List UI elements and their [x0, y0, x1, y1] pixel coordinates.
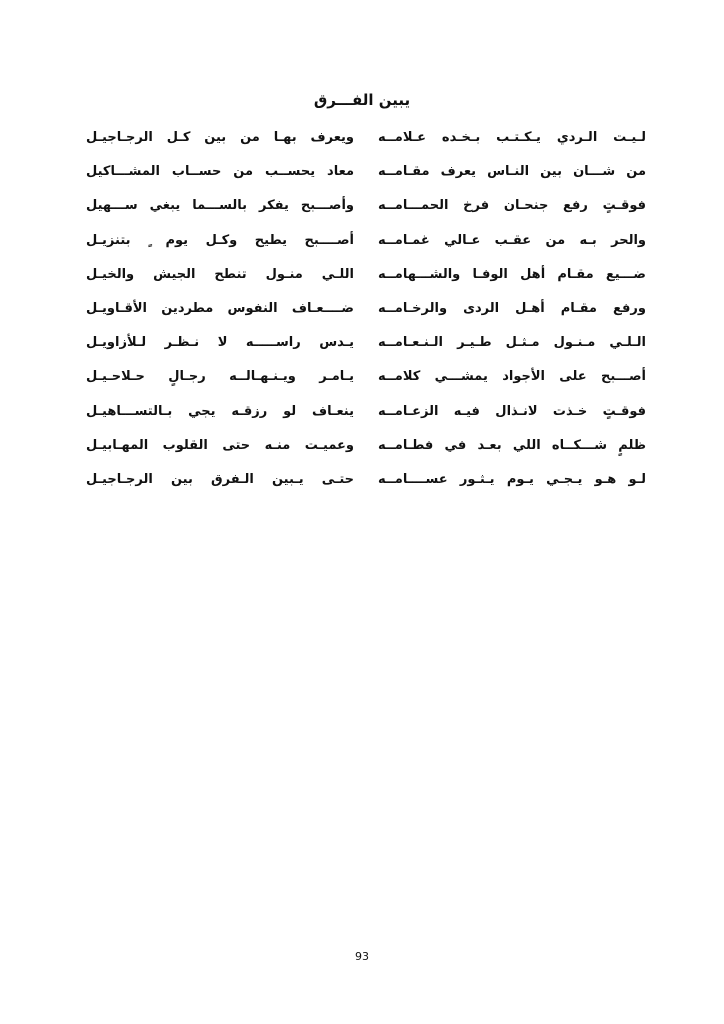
second-hemistich: معاد يحســب من حســاب المشـــاكيل: [86, 164, 354, 180]
first-hemistich: ورفع مقـام أهـل الردى والرخـامــه: [378, 301, 646, 317]
first-hemistich: ضـــيع مقـام أهل الوفـا والشـــهامــه: [378, 266, 646, 282]
poem-verse: [86, 395, 646, 429]
poem-verse: [86, 360, 646, 394]
poem-verse: [86, 292, 646, 326]
second-hemistich: وعميـت منـه حتى القلوب المهـابيـل: [86, 437, 354, 453]
first-hemistich: أصـــبح على الأجواد يمشـــي كلامــه: [378, 369, 646, 385]
second-hemistich: ضــــعـاف النفوس مطردين الأقـاويـل: [86, 301, 354, 317]
second-hemistich: ينعـاف لو رزقـه يجي بـالتســـاهيـل: [86, 403, 354, 419]
first-hemistich: من شـــان بين النـاس يعرف مقـامــه: [378, 164, 646, 180]
second-hemistich: ويعرف بهـا من بين كـل الرجـاجيـل: [86, 130, 354, 146]
poem-verse: [86, 224, 646, 258]
second-hemistich: وأصـــبح يفكر بالســـما يبغي ســـهيل: [86, 198, 354, 214]
poem-verse: [86, 326, 646, 360]
first-hemistich: لـو هـو يـجـي يـوم يـثـور عســــامــه: [378, 471, 646, 487]
poem-verse: [86, 429, 646, 463]
first-hemistich: فوقـتٍ خـذت لانـذال فيـه الزعـامــه: [378, 403, 646, 419]
second-hemistich: حتـى يـبين الـفرق بين الرجـاجيـل: [86, 471, 354, 487]
poem-body: [86, 121, 646, 497]
poem-verse: [86, 463, 646, 497]
poem-verse: [86, 258, 646, 292]
second-hemistich: أصــــبح يطيح وكـل يوم ٍ بتنزيـل: [86, 232, 354, 248]
poem-title: يبين الفـــرق: [313, 91, 411, 109]
page-number: 93: [355, 950, 369, 963]
first-hemistich: لـيـت الـردي يـكـتـب بـخـده عـلامــه: [378, 130, 646, 146]
first-hemistich: فوقـتٍ رفع جنحـان فرخ الحمـــامــه: [378, 198, 646, 214]
second-hemistich: يـدس راســـــه لا نـظـر لـلأزاويـل: [86, 335, 354, 351]
first-hemistich: الـلـي مـنـول مـثـل طـيـر الـنـعـامــه: [378, 335, 646, 351]
second-hemistich: يـامـر ويـنـهـالــه رجـالٍ حـلاحـيـل: [86, 369, 354, 385]
first-hemistich: ظلمٍ شـــكــاه اللي بعـد في فطـامــه: [378, 437, 646, 453]
first-hemistich: والحر بـه من عقـب عـالي غمـامــه: [378, 232, 646, 248]
poem-verse: [86, 189, 646, 223]
second-hemistich: اللـي منـول تنطح الجيش والخيـل: [86, 266, 354, 282]
poem-verse: [86, 155, 646, 189]
poem-verse: [86, 121, 646, 155]
